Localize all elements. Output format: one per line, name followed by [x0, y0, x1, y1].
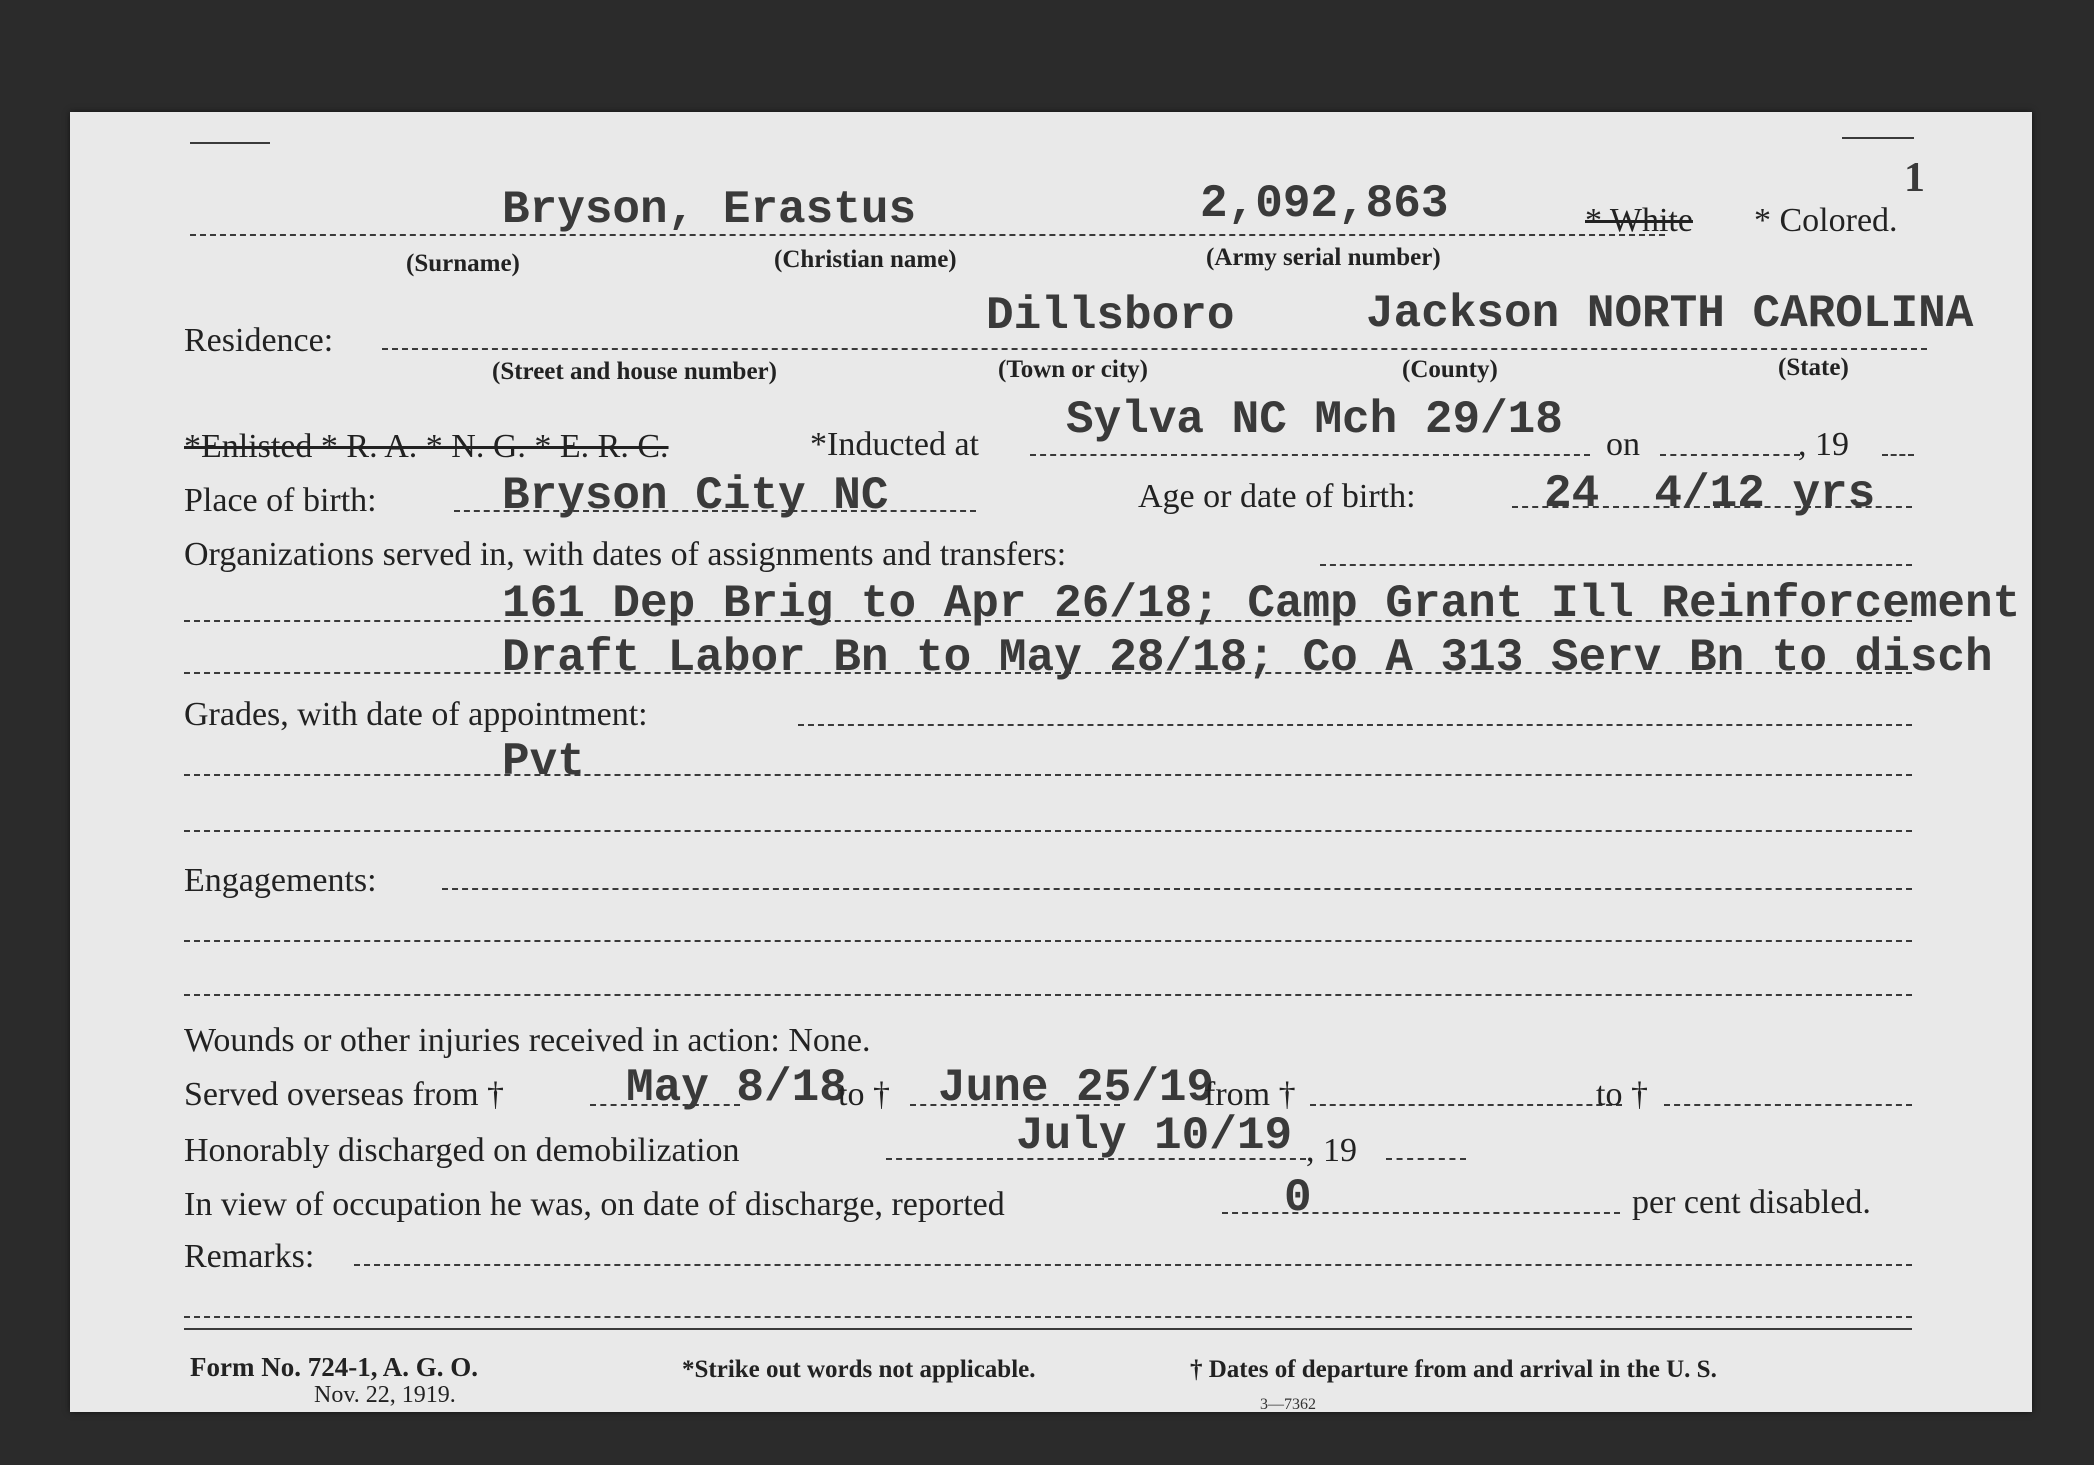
grades-rule-1 [184, 774, 1912, 776]
remarks-bottom-rule [184, 1328, 1912, 1330]
age-value: 24 4/12 yrs [1544, 468, 1876, 520]
inducted-year-prefix: , 19 [1798, 426, 1849, 463]
discharged-label: Honorably discharged on demobilization [184, 1132, 740, 1169]
to2-label: to † [1596, 1076, 1648, 1113]
caption-serial: (Army serial number) [1206, 244, 1441, 271]
caption-town: (Town or city) [998, 356, 1148, 383]
age-rule [1512, 506, 1912, 508]
birth-place-value: Bryson City NC [502, 470, 889, 522]
disabled-value: 0 [1284, 1172, 1312, 1224]
disabled-label-post: per cent disabled. [1632, 1184, 1871, 1221]
serial-value: 2,092,863 [1200, 178, 1449, 230]
grade-value: Pvt [502, 736, 585, 788]
grades-rule-0 [798, 724, 1912, 726]
county-state-value: Jackson NORTH CAROLINA [1366, 288, 1974, 340]
discharged-year-prefix: , 19 [1306, 1132, 1357, 1169]
engagements-rule-2 [184, 994, 1912, 996]
grades-rule-2 [184, 830, 1912, 832]
residence-rule [382, 348, 1927, 350]
caption-street: (Street and house number) [492, 358, 777, 385]
disabled-label: In view of occupation he was, on date of discharge, reported [184, 1186, 1005, 1223]
served-to-rule [910, 1104, 1120, 1106]
served-to-value: June 25/19 [938, 1062, 1215, 1114]
inducted-year-rule [1882, 454, 1914, 456]
top-right-rule [1842, 137, 1914, 139]
engagements-label: Engagements: [184, 862, 377, 899]
discharged-rule [886, 1158, 1306, 1160]
caption-county: (County) [1402, 356, 1498, 383]
org-rule-1 [184, 620, 1912, 622]
inducted-rule [1030, 454, 1590, 456]
served-to-label: to † [838, 1076, 890, 1113]
remarks-rule-1 [184, 1316, 1912, 1318]
engagements-rule-0 [442, 888, 1912, 890]
org-line-2: Draft Labor Bn to May 28/18; Co A 313 Serv Bn to disch [502, 632, 1993, 684]
birth-place-rule [454, 510, 976, 512]
grades-label: Grades, with date of appointment: [184, 696, 648, 733]
white-label: * White [1585, 202, 1693, 239]
discharged-value: July 10/19 [1016, 1110, 1293, 1162]
town-value: Dillsboro [986, 290, 1235, 342]
org-rule-0 [1320, 564, 1912, 566]
page-number: 1 [1904, 155, 1925, 201]
caption-state: (State) [1778, 354, 1849, 381]
engagements-rule-1 [184, 940, 1912, 942]
org-line-1: 161 Dep Brig to Apr 26/18; Camp Grant Ill Reinforcement [502, 578, 2021, 630]
disabled-rule [1222, 1212, 1620, 1214]
form-number: Form No. 724-1, A. G. O. [190, 1352, 478, 1382]
served-overseas-label: Served overseas from † [184, 1076, 505, 1113]
on-rule [1660, 454, 1800, 456]
to2-rule [1664, 1104, 1912, 1106]
top-left-rule [190, 142, 270, 144]
caption-surname: (Surname) [406, 250, 520, 277]
service-record-card [70, 112, 2032, 1412]
print-code: 3—7362 [1260, 1396, 1316, 1413]
served-from-value: May 8/18 [626, 1062, 847, 1114]
inducted-label: *Inducted at [810, 426, 979, 463]
wounds-label: Wounds or other injuries received in action: None. [184, 1022, 871, 1059]
name-rule [190, 234, 1665, 236]
residence-label: Residence: [184, 322, 334, 359]
remarks-rule-0 [354, 1264, 1912, 1266]
caption-christian: (Christian name) [774, 246, 957, 273]
discharged-year-rule [1386, 1158, 1466, 1160]
age-label: Age or date of birth: [1138, 478, 1416, 515]
birth-place-label: Place of birth: [184, 482, 377, 519]
strike-note: *Strike out words not applicable. [682, 1356, 1036, 1383]
organizations-label: Organizations served in, with dates of assignments and transfers: [184, 536, 1067, 573]
form-date: Nov. 22, 1919. [314, 1382, 456, 1408]
colored-label: * Colored. [1754, 202, 1898, 239]
dates-note: † Dates of departure from and arrival in the U. S. [1190, 1356, 1717, 1383]
on-label: on [1606, 426, 1640, 463]
from2-label: from † [1204, 1076, 1296, 1113]
served-from-rule [590, 1104, 740, 1106]
surname-value: Bryson, Erastus [502, 184, 917, 236]
org-rule-2 [184, 672, 1912, 674]
remarks-label: Remarks: [184, 1238, 315, 1275]
from2-rule [1310, 1104, 1622, 1106]
enlisted-struck-text: *Enlisted * R. A. * N. G. * E. R. C. [184, 428, 669, 465]
inducted-value: Sylva NC Mch 29/18 [1066, 394, 1563, 446]
